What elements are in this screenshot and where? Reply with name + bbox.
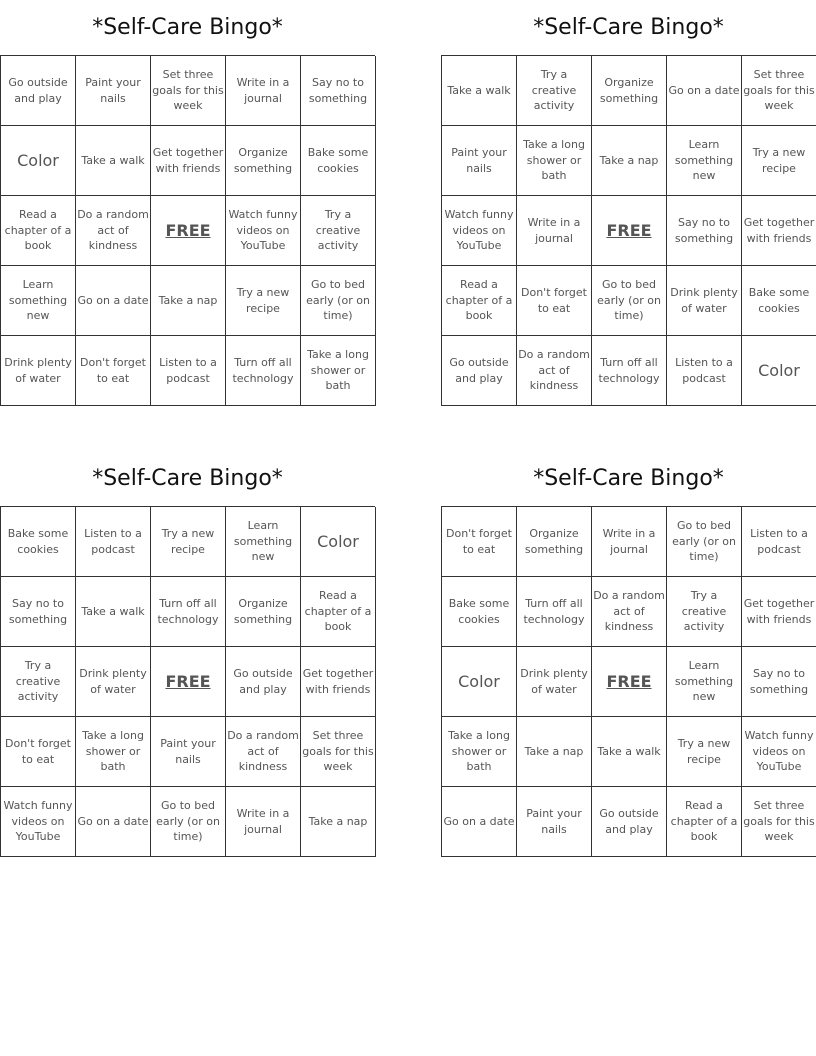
bingo-cell: Try a creative activity [301,196,376,266]
bingo-cell: Read a chapter of a book [667,787,742,857]
bingo-cell: Turn off all technology [226,336,301,406]
bingo-cell: Take a long shower or bath [442,717,517,787]
bingo-cell: Bake some cookies [1,507,76,577]
bingo-cell: Organize something [592,56,667,126]
card-title: *Self-Care Bingo* [533,15,724,40]
bingo-cell: Take a long shower or bath [517,126,592,196]
bingo-cell: Write in a journal [592,507,667,577]
bingo-cell: Go outside and play [226,647,301,717]
bingo-cell: Color [442,647,517,717]
bingo-cell: Turn off all technology [517,577,592,647]
bingo-cell: Listen to a podcast [76,507,151,577]
bingo-cell: Color [1,126,76,196]
bingo-cell: Try a new recipe [226,266,301,336]
bingo-cell: Organize something [226,577,301,647]
bingo-cell: Get together with friends [742,196,816,266]
bingo-cell: Learn something new [1,266,76,336]
bingo-cell: Try a creative activity [1,647,76,717]
bingo-cell: Take a walk [592,717,667,787]
bingo-cell: Try a new recipe [667,717,742,787]
bingo-cell: Turn off all technology [151,577,226,647]
bingo-cell: Do a random act of kindness [517,336,592,406]
bingo-cell: Listen to a podcast [151,336,226,406]
bingo-cell: Go on a date [442,787,517,857]
bingo-grid [441,506,816,857]
bingo-cell: Go to bed early (or on time) [301,266,376,336]
bingo-cell: Paint your nails [442,126,517,196]
bingo-cell: Take a nap [517,717,592,787]
bingo-cell: Take a nap [151,266,226,336]
bingo-cell: Drink plenty of water [667,266,742,336]
bingo-cell: Don't forget to eat [76,336,151,406]
bingo-cell: Watch funny videos on YouTube [442,196,517,266]
bingo-card [0,0,375,406]
bingo-cell: Learn something new [667,126,742,196]
bingo-cell: Bake some cookies [301,126,376,196]
bingo-cell: Set three goals for this week [742,787,816,857]
bingo-cell: Go on a date [76,266,151,336]
bingo-cell: Drink plenty of water [76,647,151,717]
bingo-cell: Read a chapter of a book [1,196,76,266]
bingo-cell: Go to bed early (or on time) [151,787,226,857]
bingo-cell: Go outside and play [592,787,667,857]
bingo-cell: Say no to something [742,647,816,717]
bingo-cell: Do a random act of kindness [592,577,667,647]
card-title: *Self-Care Bingo* [92,466,283,491]
bingo-cell: Write in a journal [517,196,592,266]
bingo-cell: Go outside and play [1,56,76,126]
bingo-cell: Say no to something [667,196,742,266]
bingo-cell: Drink plenty of water [1,336,76,406]
bingo-cell: Take a walk [76,577,151,647]
bingo-cell: Watch funny videos on YouTube [226,196,301,266]
bingo-card [441,0,816,406]
free-space: FREE [151,196,226,266]
bingo-grid [0,55,375,406]
bingo-card [0,451,375,857]
bingo-cell: Try a creative activity [517,56,592,126]
bingo-cell: Organize something [226,126,301,196]
card-title: *Self-Care Bingo* [92,15,283,40]
bingo-cell: Turn off all technology [592,336,667,406]
bingo-cell: Say no to something [301,56,376,126]
bingo-cell: Paint your nails [76,56,151,126]
bingo-cell: Go to bed early (or on time) [592,266,667,336]
bingo-cell: Learn something new [226,507,301,577]
bingo-cell: Take a walk [76,126,151,196]
bingo-cell: Take a long shower or bath [301,336,376,406]
bingo-cell: Drink plenty of water [517,647,592,717]
bingo-cell: Go to bed early (or on time) [667,507,742,577]
bingo-cell: Listen to a podcast [742,507,816,577]
bingo-cell: Do a random act of kindness [76,196,151,266]
bingo-cell: Take a walk [442,56,517,126]
bingo-cell: Don't forget to eat [442,507,517,577]
bingo-grid [0,506,375,857]
bingo-cell: Try a creative activity [667,577,742,647]
bingo-cell: Paint your nails [151,717,226,787]
bingo-cell: Try a new recipe [742,126,816,196]
bingo-cell: Go outside and play [442,336,517,406]
bingo-cell: Paint your nails [517,787,592,857]
bingo-cell: Set three goals for this week [301,717,376,787]
bingo-cell: Go on a date [667,56,742,126]
bingo-cell: Get together with friends [151,126,226,196]
bingo-cell: Listen to a podcast [667,336,742,406]
bingo-cell: Write in a journal [226,787,301,857]
bingo-cell: Go on a date [76,787,151,857]
bingo-cell: Take a nap [592,126,667,196]
bingo-cell: Color [301,507,376,577]
bingo-cell: Get together with friends [301,647,376,717]
bingo-card [441,451,816,857]
card-title: *Self-Care Bingo* [533,466,724,491]
bingo-cell: Say no to something [1,577,76,647]
bingo-cell: Try a new recipe [151,507,226,577]
bingo-cell: Do a random act of kindness [226,717,301,787]
bingo-cell: Don't forget to eat [517,266,592,336]
bingo-cell: Color [742,336,816,406]
bingo-cell: Bake some cookies [442,577,517,647]
bingo-cell: Take a long shower or bath [76,717,151,787]
bingo-cell: Read a chapter of a book [442,266,517,336]
bingo-cell: Watch funny videos on YouTube [742,717,816,787]
bingo-cell: Write in a journal [226,56,301,126]
bingo-cell: Bake some cookies [742,266,816,336]
bingo-cell: Get together with friends [742,577,816,647]
bingo-cell: Don't forget to eat [1,717,76,787]
free-space: FREE [592,196,667,266]
bingo-cell: Read a chapter of a book [301,577,376,647]
bingo-cell: Take a nap [301,787,376,857]
free-space: FREE [592,647,667,717]
free-space: FREE [151,647,226,717]
bingo-cell: Learn something new [667,647,742,717]
bingo-cell: Organize something [517,507,592,577]
bingo-cell: Set three goals for this week [742,56,816,126]
bingo-cell: Watch funny videos on YouTube [1,787,76,857]
bingo-grid [441,55,816,406]
bingo-cell: Set three goals for this week [151,56,226,126]
